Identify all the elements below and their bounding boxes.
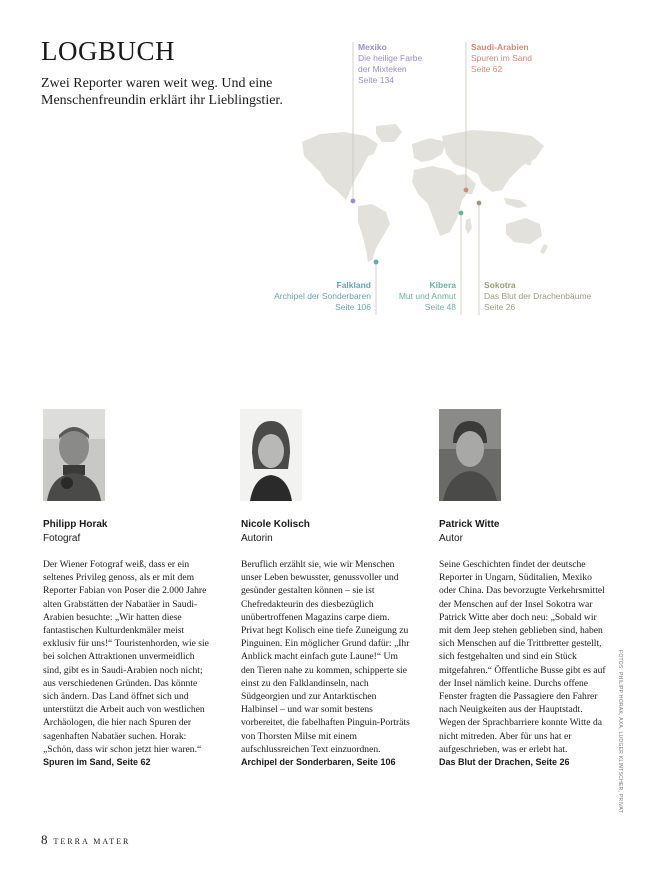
marker-line: Mut und Anmut [398,291,456,301]
article-reference: Spuren im Sand, Seite 62 [43,757,151,768]
marker-name: Falkland [336,280,371,290]
magazine-name: TERRA MATER [53,837,131,846]
person-bio [241,558,411,769]
person-role: Autorin [241,533,273,544]
marker-name: Sokotra [484,280,516,290]
bio-text: Der Wiener Fotograf weiß, dass er ein seltenes Privileg genoss, als er mit dem Reporter Fabian von Poser die 2.000 Jahre alten Grabstätten der Nabatäer in Saudi-Arabien besuchte: „Wir hatten diese fantastischen Kulturdenkmäler meist exklusiv für uns!“ Touristenhorden, wie sie bei solchen Attraktionen unvermeidlich sind, gibt es in Saudi-Arabien noch nicht; aus verschiedenen Gründen. Das könnte sich ändern. Das Land öffnet sich und unterstützt die Arbeit auch von westlichen Archäologen, die hier nach Spuren der sagenhaften Nabatäer suchen. Horak: „Schön, dass wir schon jetzt hier waren.“ [43,559,209,755]
marker-line: Seite 62 [471,64,503,74]
person-bio [439,558,609,769]
person-name: Nicole Kolisch [241,519,310,530]
location-dot-kibera [459,211,464,216]
page-number: 8 [41,832,48,847]
marker-line: Seite 106 [335,302,371,312]
marker-line: Archipel der Sonderbaren [274,291,371,301]
portrait-philipp-horak [43,409,105,501]
person-bio [43,558,213,769]
article-reference: Archipel der Sonderbaren, Seite 106 [241,757,396,768]
marker-line: Spuren im Sand [471,53,532,63]
person-role: Fotograf [43,533,81,544]
page-title: LOGBUCH [41,36,176,66]
marker-name: Kibera [429,280,456,290]
marker-label-sokotra [484,280,591,313]
marker-line: Seite 48 [424,302,456,312]
page-footer [41,832,130,848]
intro-text: Zwei Reporter waren weit weg. Und eine Menschenfreundin erklärt ihr Lieblingstier. [41,76,283,108]
person-role: Autor [439,533,463,544]
location-dot-falkland [374,260,379,265]
marker-line: Seite 134 [358,75,394,85]
article-reference: Das Blut der Drachen, Seite 26 [439,757,570,768]
marker-line: der Mixteken [358,64,407,74]
marker-label-falkland [274,280,371,313]
marker-name: Saudi-Arabien [471,42,529,52]
marker-line: Die heilige Farbe [358,53,423,63]
marker-line: Das Blut der Drachenbäume [484,291,592,301]
bio-text: Beruflich erzählt sie, wie wir Menschen unser Leben bewusster, genussvoller und gesünder gestalten können – sie ist Chefredakteurin des diesbezüglich unübertroffenen Magazins carpe diem. Privat hegt Kolisch eine tiefe Zuneigung zu Pinguinen. Ein möglicher Grund dafür: „Ihr Anblick macht einfach gute Laune!“ Um den Tieren nahe zu kommen, schipperte sie einst zu den Falklandinseln, nach Südgeorgien und zur Antarktischen Halbinsel – und war somit bestens vorbereitet, die fabelhaften Pinguin-Porträts von Thorsten Milse mit einem aufschlussreichen Text einzuordnen. [241,559,410,755]
photo-credit: FOTOS: PHILIPP HORAK, AXA, LUDGER KLINTSCHER, PRIVAT [617,650,623,814]
person-name: Philipp Horak [43,519,108,530]
bio-text: Seine Geschichten findet der deutsche Reporter in Ungarn, Süditalien, Mexiko oder China. Das bevorzugte Verkehrsmittel der Menschen auf der Insel Sokotra war Patrick Witte aber doch neu: „Sobald wir mit dem Jeep stehen geblieben sind, haben sich Menschen auf die Trittbretter gestellt, sich festgehalten und sind ein Stück mitgefahren.“ Öffentliche Busse gibt es auf der Insel nämlich keine. Durchs offene Fenster fragten die Passagiere den Fahrer nach Neuigkeiten aus der Hauptstadt. Wegen der Sprachbarriere konnte Witte da nicht mitreden. Aber für uns hat er aufgeschrieben, was er erlebt hat. [439,559,606,755]
marker-label-saudi [471,42,532,75]
marker-line: Seite 26 [484,302,516,312]
portrait-nicole-kolisch [240,409,302,501]
marker-label-kibera [399,280,456,313]
marker-label-mexiko [358,42,422,86]
person-name: Patrick Witte [439,519,500,530]
location-dot-mexiko [351,199,356,204]
location-dot-sokotra [477,201,482,206]
marker-name: Mexiko [358,42,387,52]
location-dot-saudi [464,188,469,193]
portrait-patrick-witte [439,409,501,501]
